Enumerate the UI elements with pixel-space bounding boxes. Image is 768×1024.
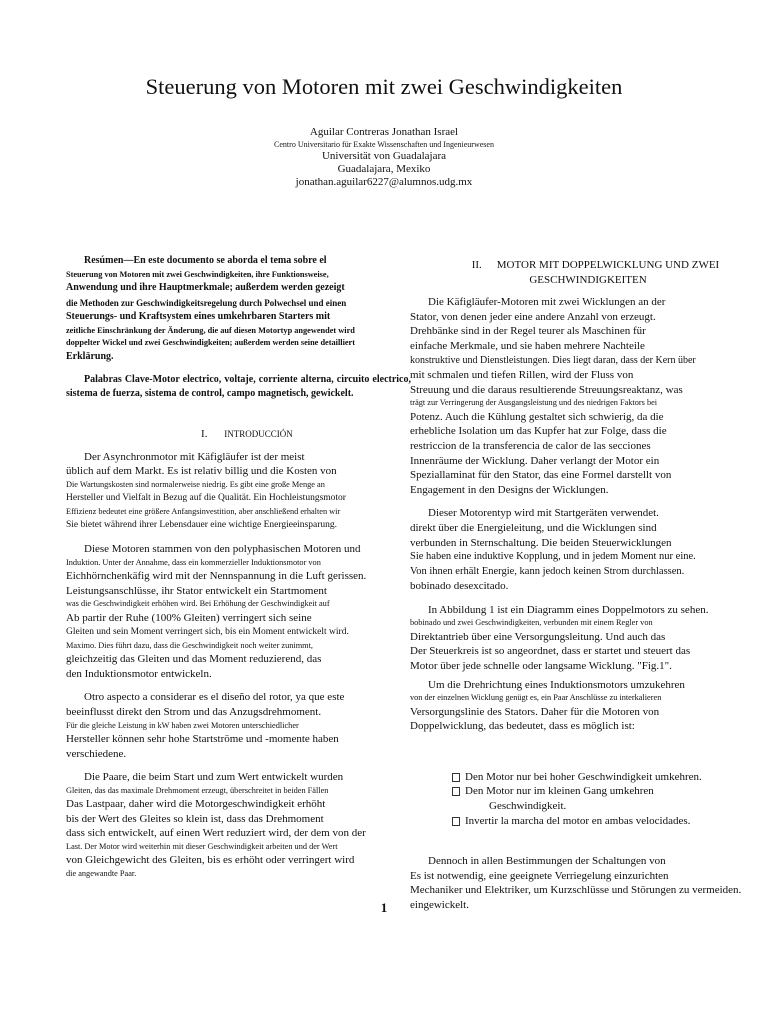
list-item: Invertir la marcha del motor en ambas velocidades. xyxy=(452,814,766,829)
intro-paragraph-4: Die Paare, die beim Start und zum Wert entwickelt wurden Gleiten, das das maximale Drehmoment erzeugt, überschreitet in beiden Fällen Das Lastpaar, daher wird die Motorgeschwindigkeit erhöht bis der Wert des Gleites so klein ist, dass das Drehmoment dass sich entwickelt, auf einen Wert reduziert wird, der dem von der Last. Der Motor wird weiterhin mit dieser Geschwindigkeit arbeiten und der Wert von Gleichgewicht des Gleiten, bis es erhöht oder verringert wird die angewandte Paar. xyxy=(66,771,366,878)
paper-title: Steuerung von Motoren mit zwei Geschwindigkeiten xyxy=(145,74,623,99)
list-item-continuation: Geschwindigkeit. xyxy=(489,800,567,813)
section2-paragraph-1: Die Käfigläufer-Motoren mit zwei Wicklungen an der Stator, von denen jeder eine andere Anzahl von erzeugt. Drehbänke sind in der Regel teurer als Maschinen für einfache Merkmale, und sie haben mehrere Nachteile konstruktive und Dienstleistungen. Dies liegt daran, dass der Kern über mit schmalen und tiefen Rillen, wird der Fluss von Streuung und die daraus resultierende Streuungsreaktanz, was trägt zur Verringerung der Ausgangsleistung und des niedrigen Faktors bei Potenz. Auch die Kühlung gestaltet sich schwierig, da die erhebliche Isolation um das Kupfer hat zur Folge, dass die restriccion de la transferencia de calor de las secciones Innenräume der Wicklung. Daher verlangt der Motor ein Speziallaminat für den Stator, das eine Formel darstellt von Engagement in den Designs der Wicklungen. xyxy=(410,296,696,496)
section2-paragraph-2: Dieser Motorentyp wird mit Startgeräten verwendet. direkt über die Energieleitung, und die Wicklungen sind verbunden in Sternschaltung. Die beiden Steuerwicklungen Sie haben eine induktive Kopplung, und in jedem Moment nur eine. Von ihnen erhält Energie, kann jedoch keinen Strom durchlassen. bobinado desexcitado. xyxy=(410,507,696,593)
section2-paragraph-5: Dennoch in allen Bestimmungen der Schaltungen von Es ist notwendig, eine geeignete Verriegelung einzurichten Mechaniker und Elektriker, um Kurzschlüsse und Störungen zu vermeiden. eingewickelt. xyxy=(410,855,742,911)
abstract: Resúmen—En este documento se aborda el tema sobre el Steuerung von Motoren mit zwei Geschwindigkeiten, ihre Funktionsweise, Anwendung und ihre Hauptmerkmale; außerdem werden gezeigt die Methoden zur Geschwindigkeitsregelung durch Polwechsel und einen Steuerungs- und Kraftsystem eines umkehrbaren Starters mit zeitliche Einschränkung der Änderung, die auf diesen Motortyp angewendet wird doppelter Wickel und zwei Geschwindigkeiten; außerdem werden seine detailliert Erklärung. xyxy=(66,255,355,362)
checkbox-glyph-icon xyxy=(452,787,460,796)
author-email: jonathan.aguilar6227@alumnos.udg.mx xyxy=(295,176,473,188)
section2-paragraph-3: In Abbildung 1 ist ein Diagramm eines Doppelmotors zu sehen. bobinado und zwei Geschwindigkeiten, verbunden mit einem Regler von Direktantrieb über eine Versorgungsleitung. Und auch das Der Steuerkreis ist so angeordnet, dass er startet und steuert das Motor über jede schnelle oder langsame Wicklung. "Fig.1". xyxy=(410,603,709,673)
checkbox-glyph-icon xyxy=(452,817,460,826)
intro-paragraph-2: Diese Motoren stammen von den polyphasischen Motoren und Induktion. Unter der Annahme, dass ein kommerzieller Induktionsmotor von Eichhörnchenkäfig wird mit der Nennspannung in die Luft gerissen. Leistungsanschlüsse, ihr Stator entwickelt ein Startmoment was die Geschwindigkeit erhöhen wird. Bei Erhöhung der Geschwindigkeit auf Ab partir der Ruhe (100% Gleiten) verringert sich seine Gleiten und sein Moment verringert sich, bis ein Moment entwickelt wird. Maximo. Dies führt dazu, dass die Geschwindigkeit noch weiter zunimmt, gleichzeitig das Gleiten und das Moment reduzierend, das den Induktionsmotor entwickeln. xyxy=(66,542,367,680)
section-heading-2: II. MOTOR MIT DOPPELWICKLUNG UND ZWEI GESCHWINDIGKEITEN xyxy=(471,259,720,286)
author-name: Aguilar Contreras Jonathan Israel xyxy=(309,126,459,138)
abstract-label: Resúmen— xyxy=(84,255,134,266)
right-column xyxy=(410,250,766,913)
author-city: Guadalajara, Mexiko xyxy=(337,163,431,175)
list-item: Den Motor nur bei hoher Geschwindigkeit umkehren. xyxy=(452,770,766,785)
keywords: Palabras Clave-Motor electrico, voltaje, corriente alterna, circuito electrico, sistema de fuerza, sistema de control, campo magnetisch, gewickelt. xyxy=(66,374,411,400)
section-heading-1: I. INTRODUCCIÓN xyxy=(201,428,293,441)
author-university: Universität von Guadalajara xyxy=(321,150,446,162)
intro-paragraph-3: Otro aspecto a considerar es el diseño del rotor, ya que este beeinflusst direkt den Strom und das Anzugsdrehmoment. Für die gleiche Leistung in kW haben zwei Motoren unterschiedlicher Hersteller können sehr hohe Startströme und -momente haben verschiedene. xyxy=(66,691,345,760)
page-number: 1 xyxy=(380,900,388,915)
intro-paragraph-1: Der Asynchronmotor mit Käfigläufer ist der meist üblich auf dem Markt. Es ist relativ billig und die Kosten von Die Wartungskosten sind normalerweise niedrig. Es gibt eine große Menge an Hersteller und Vielfalt in Bezug auf die Qualität. Ein Hochleistungsmotor Effizienz bedeutet eine größere Anfangsinvestition, aber anschließend erhalten wir Sie bietet während ihrer Lebensdauer eine wichtige Energieeinsparung. xyxy=(66,450,346,531)
author-block xyxy=(0,126,768,189)
author-center: Centro Universitario für Exakte Wissenschaften und Ingenieurwesen xyxy=(274,140,494,149)
list-item: Den Motor nur im kleinen Gang umkehren xyxy=(452,784,766,799)
section2-paragraph-4: Um die Drehrichtung eines Induktionsmotors umzukehren von der einzelnen Wicklung genügt es, ein Paar Anschlüsse zu interkalieren Versorgungslinie des Stators. Daher für die Motoren von Doppelwicklung, das bedeutet, dass es möglich ist: xyxy=(410,678,685,733)
left-column xyxy=(66,250,411,880)
bullet-list xyxy=(410,770,766,828)
checkbox-glyph-icon xyxy=(452,773,460,782)
